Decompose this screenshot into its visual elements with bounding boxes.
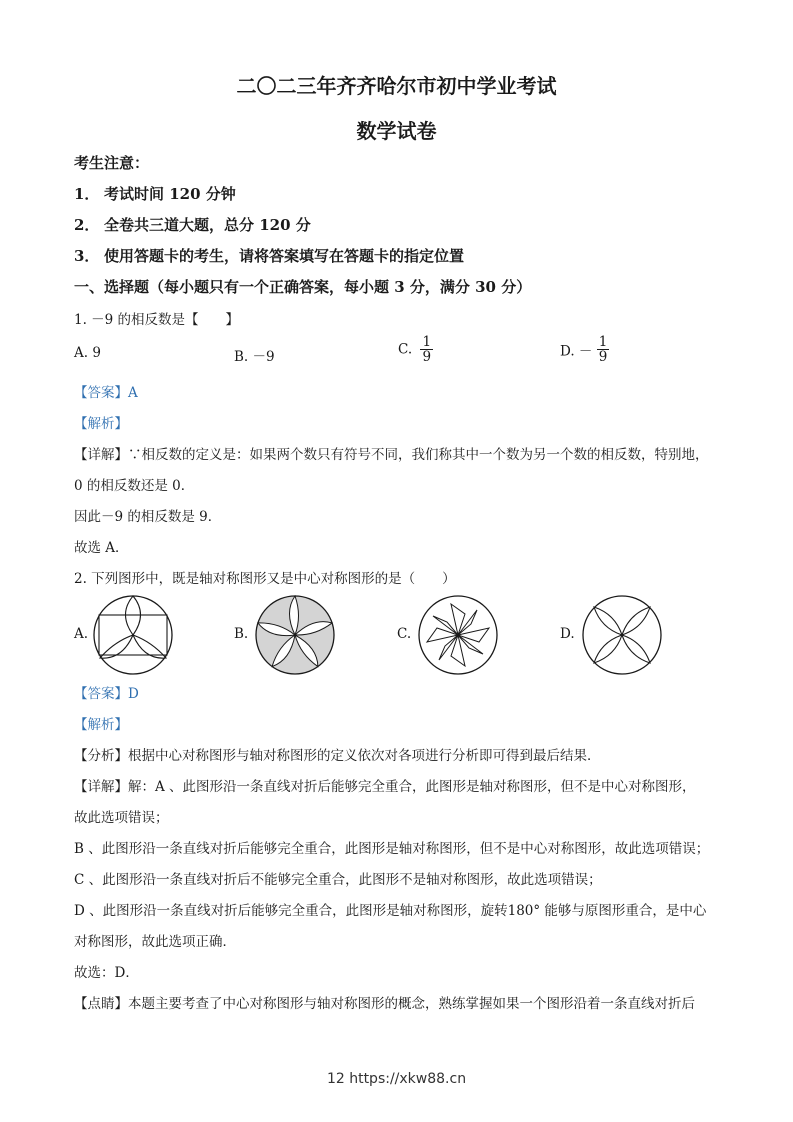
q1-option-c-fraction [420,335,433,364]
q2-detail-line-5: D 、此图形沿一条直线对折后能够完全重合，此图形是轴对称图形，旋转180° 能够与原图形重合，是中心 [74,903,707,919]
q2-figure-c [417,594,499,676]
note-item-1-num: 1． [74,185,100,203]
notes-heading: 考生注意： [74,154,150,172]
q1-detail-line-1: 【详解】∵相反数的定义是：如果两个数只有符号不同，我们称其中一个数为另一个数的相反数，特别地， [74,447,709,463]
q2-analysis-label: 【解析】 [74,717,128,733]
q2-detail-line-1: 【详解】解：A 、此图形沿一条直线对折后能够完全重合，此图形是轴对称图形，但不是中心对称图形， [74,779,696,795]
note-item-3-num: 3． [74,247,100,265]
q1-option-c-denominator: 9 [422,349,432,365]
q1-option-c-label: C. [398,341,413,358]
q2-detail-line-6: 对称图形，故此选项正确． [74,934,236,950]
q2-option-a-label: A. [74,626,89,642]
note-item-3: 使用答题卡的考生，请将答案填写在答题卡的指定位置 [104,247,465,265]
note-item-2-num: 2． [74,216,100,234]
q2-option-d-label: D. [560,626,575,642]
note-item-1: 考试时间 120 分钟 [104,185,236,203]
q2-option-c-label: C. [397,626,412,642]
q2-detail-line-3: B 、此图形沿一条直线对折后能够完全重合，此图形是轴对称图形，但不是中心对称图形，故此选项错误； [74,841,710,857]
q1-option-d-label: D. － [560,343,593,360]
q2-answer: 【答案】D [74,686,139,702]
q2-figure-a [92,594,174,676]
q1-option-b: B. －9 [234,349,275,365]
q1-option-c [398,335,433,364]
q1-option-c-numerator: 1 [422,334,432,350]
q1-option-d [560,335,609,364]
q2-detail-line-2: 故此选项错误； [74,810,169,826]
q1-detail-line-4: 故选 A． [74,540,129,556]
q1-option-a: A. 9 [74,345,101,361]
q1-option-d-numerator: 1 [598,334,608,350]
q2-option-b-label: B. [234,626,249,642]
q1-detail-line-3: 因此－9 的相反数是 9． [74,509,222,525]
page-footer: 12 https://xkw88.cn [326,1071,467,1087]
q2-detail-line-4: C 、此图形沿一条直线对折后不能够完全重合，此图形不是轴对称图形，故此选项错误； [74,872,602,888]
note-item-2: 全卷共三道大题，总分 120 分 [104,216,311,234]
q1-option-d-denominator: 9 [598,349,608,365]
exam-subtitle: 数学试卷 [356,119,437,143]
q1-stem: 1. －9 的相反数是【 】 [74,312,240,328]
section1-heading: 一、选择题（每小题只有一个正确答案，每小题 3 分，满分 30 分） [74,278,532,296]
exam-title: 二〇二三年齐齐哈尔市初中学业考试 [236,74,557,98]
q2-figure-b [254,594,336,676]
q1-answer: 【答案】A [74,385,138,401]
q2-dianjing: 【点睛】本题主要考查了中心对称图形与轴对称图形的概念，熟练掌握如果一个图形沿着一条直线对折后 [74,996,695,1012]
q2-stem: 2. 下列图形中，既是轴对称图形又是中心对称图形的是（ ） [74,571,456,587]
q2-figure-d [581,594,663,676]
q1-analysis-label: 【解析】 [74,416,128,432]
q2-fenxi: 【分析】根据中心对称图形与轴对称图形的定义依次对各项进行分析即可得到最后结果． [74,748,601,764]
q1-option-d-fraction [597,335,610,364]
q2-detail-line-7: 故选：D． [74,965,139,981]
q1-detail-line-2: 0 的相反数还是 0． [74,478,195,494]
